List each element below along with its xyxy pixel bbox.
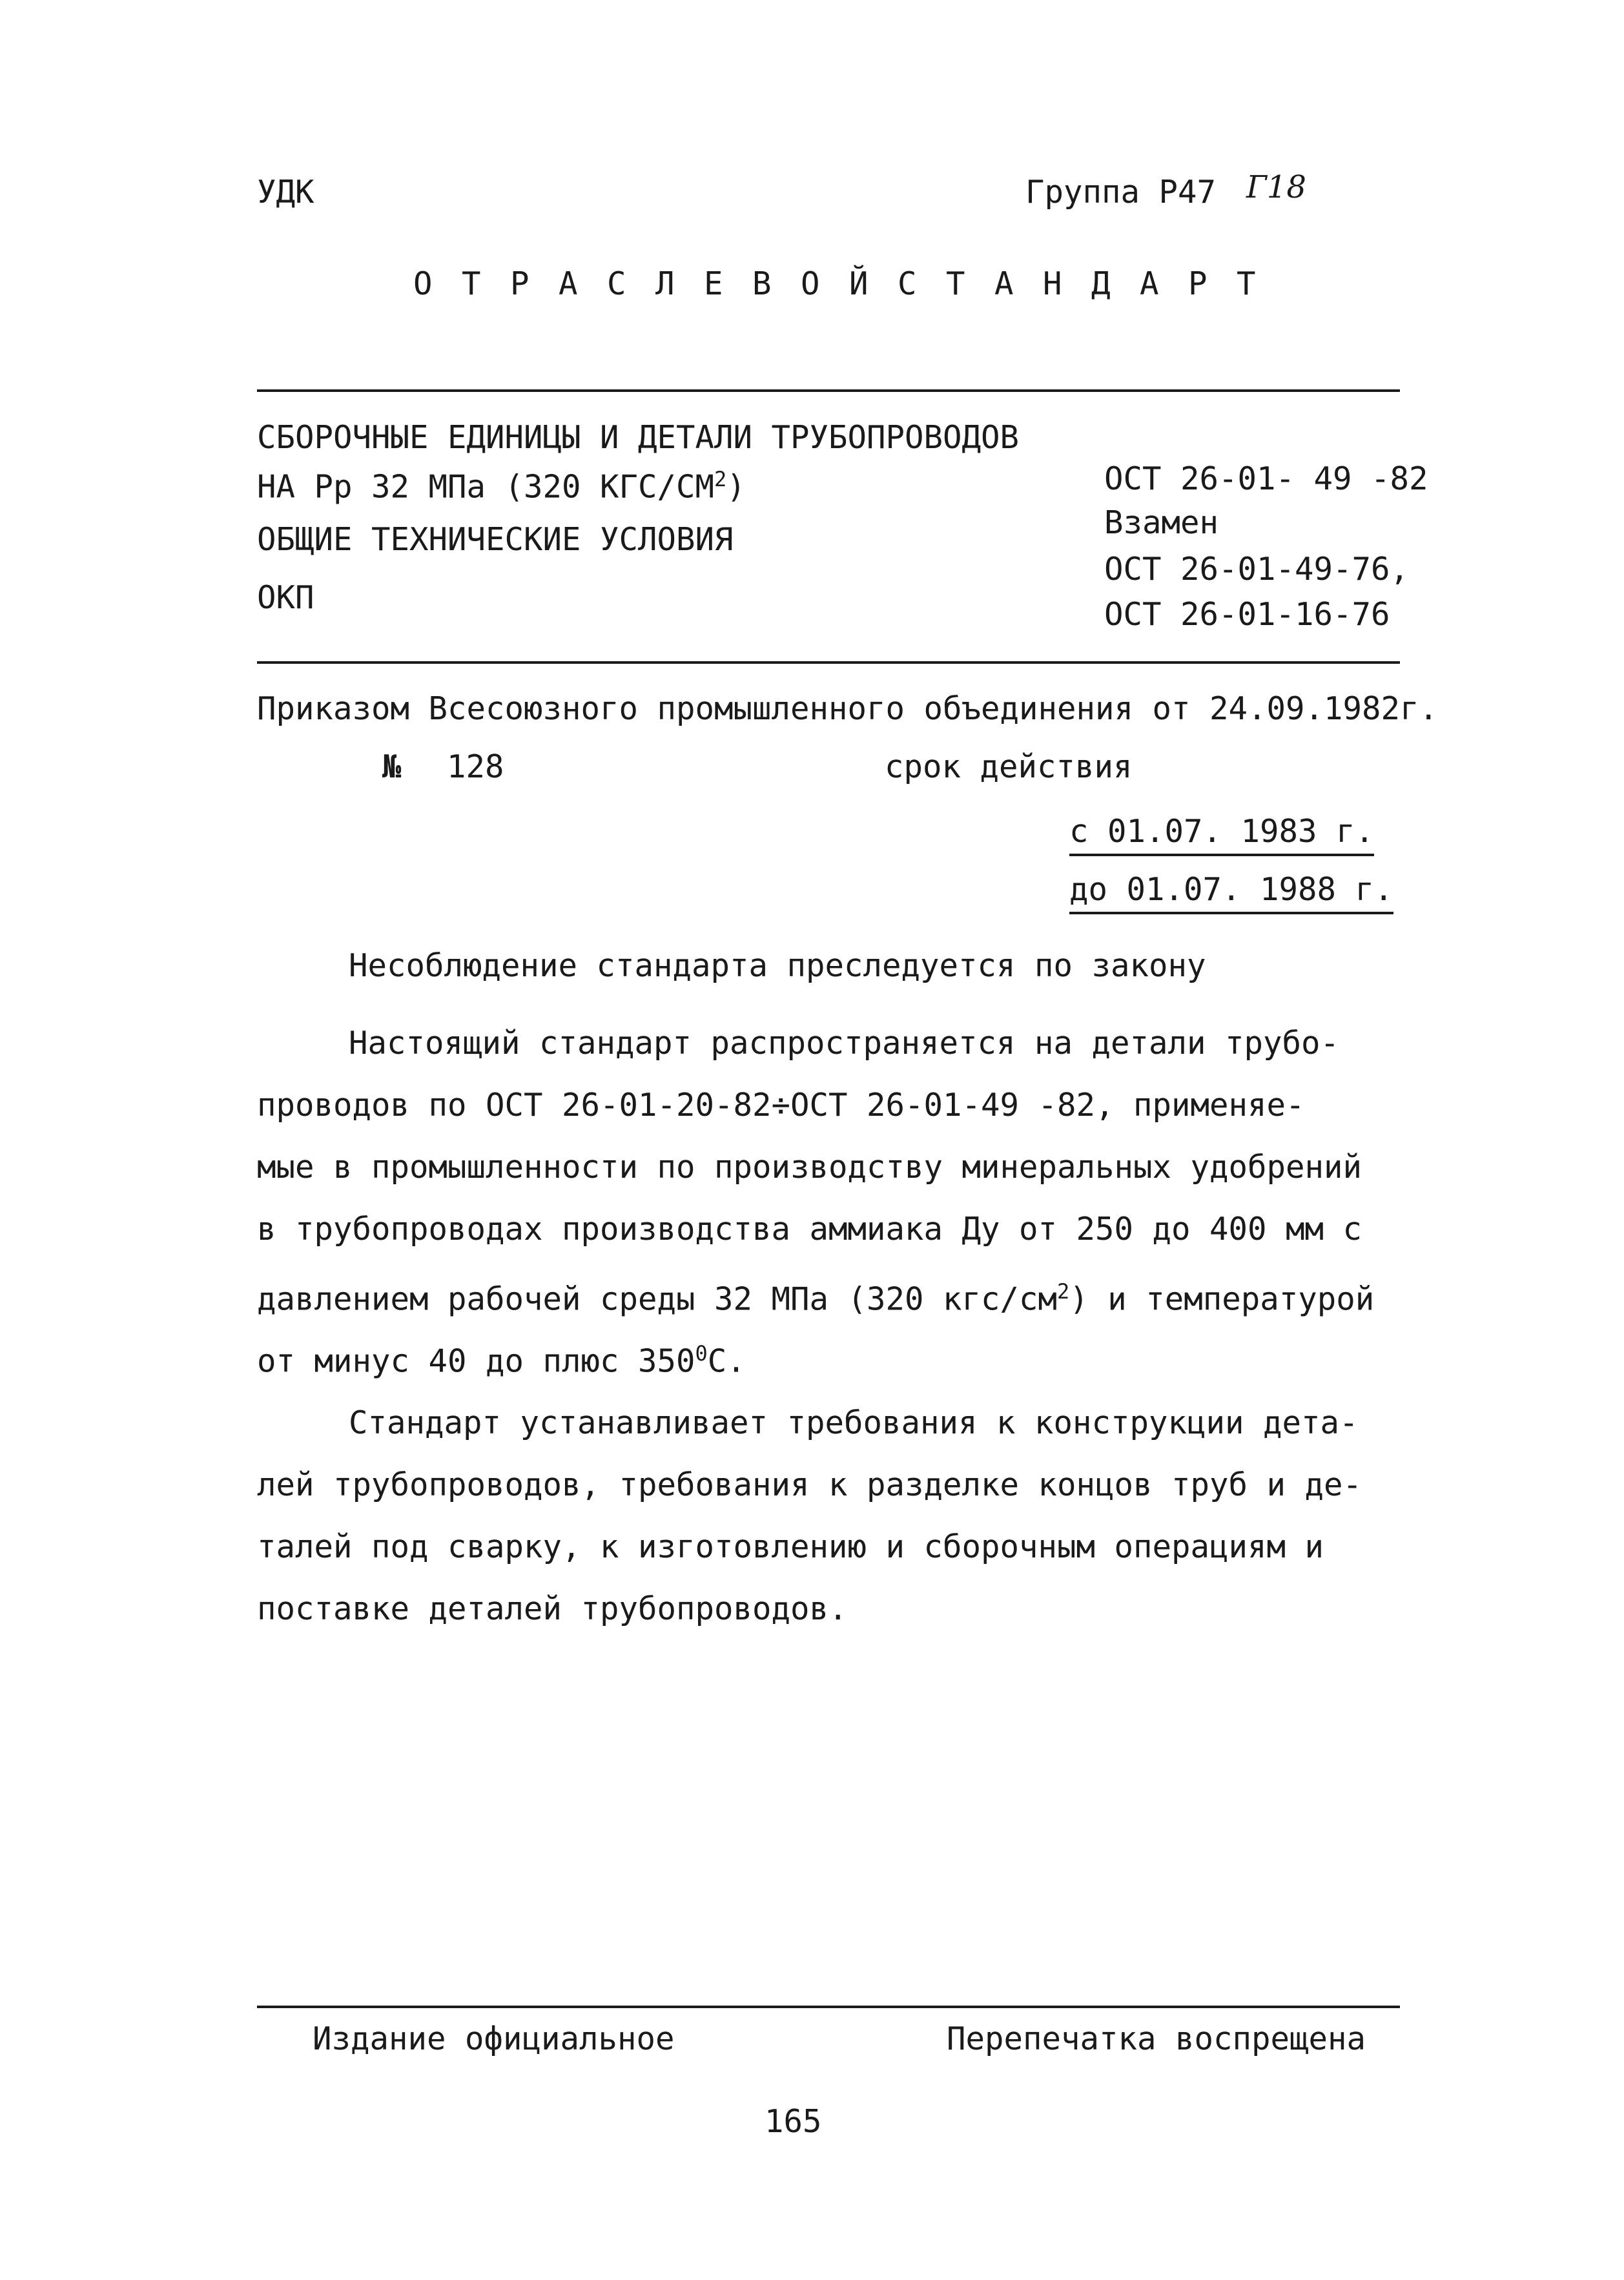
page-number: 165 <box>765 2103 822 2140</box>
para2-line-3: талей под сварку, к изготовлению и сборочным операциям и <box>257 1528 1324 1565</box>
para1-line-6: от минус 40 до плюс $350^0С$. <box>257 1341 746 1380</box>
para2-line-2: лей трубопроводов, требования к разделке концов труб и де- <box>257 1466 1362 1503</box>
para2-line-1: Стандарт устанавливает требования к конструкции дета- <box>349 1404 1359 1441</box>
footer-divider <box>257 2006 1400 2008</box>
para1-line-1: Настоящий стандарт распространяется на детали трубо- <box>349 1025 1340 1062</box>
replaces-code-1: ОСТ 26-01-49-76, <box>1104 551 1410 588</box>
validity-from: с 01.07. 1983 г. <box>1069 812 1374 856</box>
para1-line-4: в трубопроводах производства аммиака Ду от 250 до 400 мм с <box>257 1211 1362 1248</box>
para1-line-2: проводов по ОСТ 26-01-20-82÷ОСТ 26-01-49 -82, применяе- <box>257 1087 1305 1124</box>
standard-code: ОСТ 26-01- 49 -82 <box>1104 460 1428 497</box>
order-number-sign: № <box>382 748 402 785</box>
para1-line-3: мые в промышленности по производству минеральных удобрений <box>257 1149 1362 1186</box>
order-number: 128 <box>447 748 504 785</box>
validity-to: до 01.07. 1988 г. <box>1069 870 1393 914</box>
legal-notice: Несоблюдение стандарта преследуется по закону <box>349 947 1206 984</box>
group-handwritten-note: Г18 <box>1246 169 1306 205</box>
top-divider <box>257 389 1400 392</box>
replaces-code-2: ОСТ 26-01-16-76 <box>1104 596 1390 633</box>
footer-reprint-notice: Перепечатка воспрещена <box>947 2020 1366 2057</box>
designation-line-2: НА Рр 32 МПа (320 КГС/$СМ^2$) <box>257 467 746 506</box>
udk-label: УДК <box>257 174 314 211</box>
designation-line-3: ОБЩИЕ ТЕХНИЧЕСКИЕ УСЛОВИЯ <box>257 521 734 558</box>
designation-line-1: СБОРОЧНЫЕ ЕДИНИЦЫ И ДЕТАЛИ ТРУБОПРОВОДОВ <box>257 419 1020 456</box>
document-title: О Т Р А С Л Е В О Й С Т А Н Д А Р Т <box>413 265 1261 302</box>
para1-line-5: давлением рабочей среды 32 МПа (320 кгс/$см^2$) и температурой <box>257 1279 1375 1318</box>
footer-edition: Издание официальное <box>313 2020 675 2057</box>
okp-label: ОКП <box>257 579 314 616</box>
group-label: Группа Р47 <box>1025 174 1217 211</box>
order-text: Приказом Всесоюзного промышленного объединения от 24.09.1982г. <box>257 690 1439 727</box>
para2-line-4: поставке деталей трубопроводов. <box>257 1590 848 1627</box>
header-bottom-divider <box>257 661 1400 664</box>
replaces-label: Взамен <box>1104 504 1219 541</box>
validity-label: срок действия <box>885 748 1133 785</box>
